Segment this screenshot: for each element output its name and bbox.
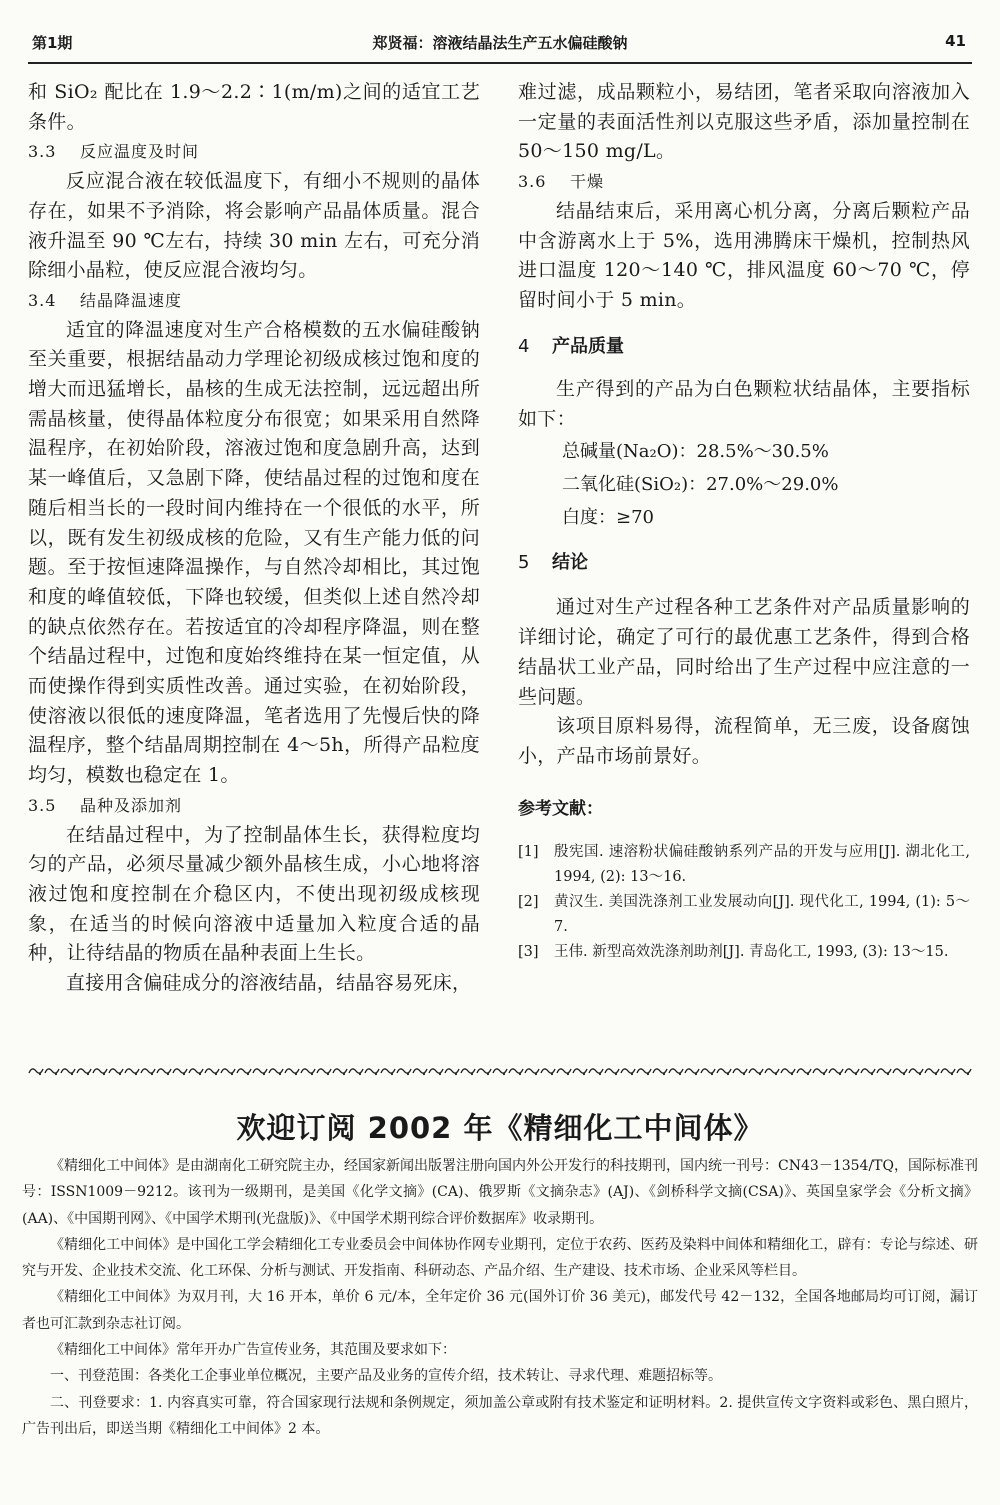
left-column <box>28 78 480 999</box>
subscription-paragraph: 一、刊登范围：各类化工企事业单位概况，主要产品及业务的宣传介绍，技术转让、寻求代理、难题招标等。 <box>50 1368 722 1385</box>
reference-number: [3] <box>518 943 539 960</box>
paragraph: 和 SiO₂ 配比在 1.9～2.2∶1(m/m)之间的适宜工艺条件。 <box>28 81 480 133</box>
section-title: 反应温度及时间 <box>80 142 200 162</box>
section-title: 晶种及添加剂 <box>80 795 183 815</box>
subscription-paragraph: 《精细化工中间体》为双月刊，大 16 开本，单价 6 元/本，全年定价 36 元(国外订价 36 美元)，邮发代号 42－132，全国各地邮局均可订阅，漏订者也可汇款到杂志社订阅。 <box>22 1289 978 1332</box>
section-number: 3.3 <box>28 142 57 162</box>
paragraph: 直接用含偏硅成分的溶液结晶，结晶容易死床， <box>66 972 472 995</box>
paragraph: 结晶结束后，采用离心机分离，分离后颗粒产品中含游离水上于 5%，选用沸腾床干燥机，控制热风进口温度 120～140 ℃，排风温度 60～70 ℃，停留时间小于 5 min。 <box>518 199 970 311</box>
section-number: 3.4 <box>28 290 57 310</box>
ornament-line-icon <box>28 1064 972 1078</box>
issue-label: 第1期 <box>32 34 73 52</box>
reference-text: 黄汉生. 美国洗涤剂工业发展动向[J]. 现代化工, 1994, (1): 5～7. <box>554 893 970 935</box>
section-heading-3-4 <box>28 286 480 316</box>
section-heading-3-5 <box>28 791 480 821</box>
section-number: 4 <box>518 335 530 357</box>
reference-item <box>518 940 970 965</box>
section-number: 5 <box>518 551 530 573</box>
paragraph: 在结晶过程中，为了控制晶体生长，获得粒度均匀的产品，必须尽量减少额外晶核生成，小心地将溶液过饱和度控制在介稳区内，不使出现初级成核现象，在适当的时候向溶液中适量加入粒度合适的晶种，让待结晶的物质在晶种表面上生长。 <box>28 823 480 965</box>
section-heading-3-3 <box>28 137 480 167</box>
right-column <box>518 78 970 965</box>
paragraph: 反应混合液在较低温度下，有细小不规则的晶体存在，如果不予消除，将会影响产品晶体质量。混合液升温至 90 ℃左右，持续 30 min 左右，可充分消除细小晶粒，使反应混合液均匀。 <box>28 170 480 282</box>
paragraph: 通过对生产过程各种工艺条件对产品质量影响的详细讨论，确定了可行的最优惠工艺条件，得到合格结晶状工业产品，同时给出了生产过程中应注意的一些问题。 <box>518 596 970 708</box>
paragraph: 该项目原料易得，流程简单，无三废，设备腐蚀小，产品市场前景好。 <box>518 715 970 767</box>
paragraph: 适宜的降温速度对生产合格模数的五水偏硅酸钠至关重要，根据结晶动力学理论初级成核过饱和度的增大而迅猛增长，晶核的生成无法控制，远远超出所需晶核量，使得晶体粒度分布很宽；如果采用自然降温程序，在初始阶段，溶液过饱和度急剧升高，达到某一峰值后，又急剧下降，使结晶过程的过饱和度在随后相当长的一段时间内维持在一个很低的水平，所以，既有发生初级成核的危险，又有生产能力低的问题。至于按恒速降温操作，与自然冷却相比，其过饱和度的峰值较低，下降也较缓，但类似上述自然冷却的缺点依然存在。若按适宜的冷却程序降温，则在整个结晶过程中，过饱和度始终维持在某一恒定值，从而使操作得到实质性改善。通过实验，在初始阶段，使溶液以很低的速度降温，笔者选用了先慢后快的降温程序，整个结晶周期控制在 4～5h，所得产品粒度均匀，模数也稳定在 1。 <box>28 318 480 787</box>
reference-number: [1] <box>518 843 539 860</box>
section-title: 产品质量 <box>552 335 624 357</box>
page-header <box>28 28 972 64</box>
ornamental-divider <box>28 1064 972 1078</box>
section-title: 干燥 <box>570 172 605 192</box>
section-heading-3-6 <box>518 167 970 197</box>
spec-alkali: 总碱量(Na₂O)：28.5%～30.5% <box>562 440 829 462</box>
reference-item <box>518 840 970 890</box>
subscription-paragraph: 《精细化工中间体》是中国化工学会精细化工专业委员会中间体协作网专业期刊，定位于农药、医药及染料中间体和精细化工，辟有：专论与综述、研究与开发、企业技术交流、化工环保、分析与测试、开发指南、科研动态、产品介绍、生产建设、技术市场、企业采风等栏目。 <box>22 1236 978 1280</box>
references-heading: 参考文献： <box>518 798 603 819</box>
section-title: 结晶降温速度 <box>80 290 183 310</box>
reference-list <box>518 840 970 965</box>
subscription-paragraph: 二、刊登要求：1. 内容真实可靠，符合国家现行法规和条例规定，须加盖公章或附有技术鉴定和证明材料。2. 提供宣传文字资料或彩色、黑白照片，广告刊出后，即送当期《精细化工中间体》2 本。 <box>22 1394 978 1437</box>
section-number: 3.5 <box>28 795 57 815</box>
subscription-title: 欢迎订阅 2002 年《精细化工中间体》 <box>236 1111 764 1145</box>
section-title: 结论 <box>552 551 588 573</box>
section-heading-5 <box>518 548 970 578</box>
subscription-notice <box>22 1153 978 1442</box>
reference-item <box>518 890 970 940</box>
spec-whiteness: 白度：≥70 <box>562 506 654 528</box>
reference-number: [2] <box>518 893 539 910</box>
reference-text: 王伟. 新型高效洗涤剂助剂[J]. 青岛化工, 1993, (3): 13～15. <box>554 943 949 960</box>
paragraph: 难过滤，成品颗粒小，易结团，笔者采取向溶液加入一定量的表面活性剂以克服这些矛盾，添加量控制在 50～150 mg/L。 <box>518 81 970 163</box>
section-number: 3.6 <box>518 172 547 192</box>
page-number: 41 <box>945 32 966 50</box>
subscription-paragraph: 《精细化工中间体》常年开办广告宣传业务，其范围及要求如下： <box>50 1342 456 1359</box>
section-heading-4 <box>518 332 970 362</box>
subscription-paragraph: 《精细化工中间体》是由湖南化工研究院主办，经国家新闻出版署注册向国内外公开发行的科技期刊，国内统一刊号：CN43－1354/TQ，国际标准刊号：ISSN1009－9212。该刊为一级期刊，是美国《化学文摘》(CA)、俄罗斯《文摘杂志》(AJ)、《剑桥科学文摘(CSA)》、英国皇家学会《分析文摘》(AA)、《中国期刊网》、《中国学术期刊(光盘版)》、《中国学术期刊综合评价数据库》收录期刊。 <box>22 1158 978 1227</box>
paragraph: 生产得到的产品为白色颗粒状结晶体，主要指标如下： <box>518 378 970 431</box>
running-title: 郑贤福：溶液结晶法生产五水偏硅酸钠 <box>372 34 628 52</box>
spec-silica: 二氧化硅(SiO₂)：27.0%～29.0% <box>562 473 839 495</box>
reference-text: 殷宪国. 速溶粉状偏硅酸钠系列产品的开发与应用[J]. 湖北化工, 1994, (2): 13～16. <box>554 843 970 885</box>
